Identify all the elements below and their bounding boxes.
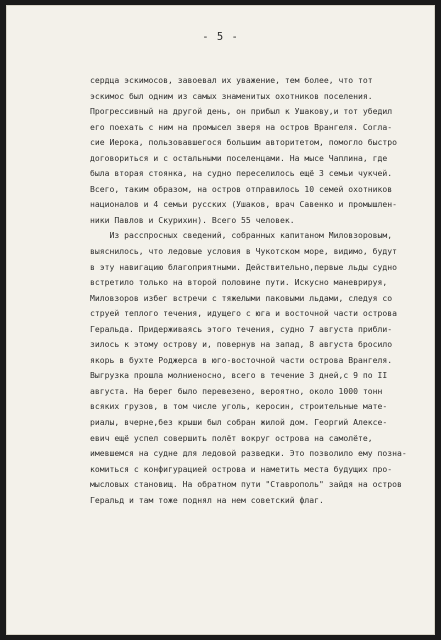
text-line: в эту навигацию благоприятными. Действительно,первые льды судно <box>90 261 397 272</box>
text-line: Геральд и там тоже поднял на нем советский флаг. <box>90 494 324 505</box>
text-line: мысловых становищ. На обратном пути "Ставрополь" зайдя на остров <box>90 479 402 490</box>
text-line: ники Павлов и Скурихин). Всего 55 человек. <box>90 214 295 225</box>
text-line: выяснилось, что ледовые условия в Чукотском море, видимо, будут <box>90 246 397 257</box>
text-line: имевшемся на судне для ледовой разведки. Это позволило ему позна- <box>90 448 407 459</box>
text-line: его поехать с ним на промысел зверя на остров Врангеля. Согла- <box>90 121 393 132</box>
text-line: Всего, таким образом, на остров отправилось 10 семей охотников <box>90 183 393 194</box>
page-number: - 5 - <box>202 31 239 43</box>
text-line: договориться и с остальными поселенцами. На мысе Чаплина, где <box>90 152 388 163</box>
text-line: сердца эскимосов, завоевал их уважение, тем более, что тот <box>90 75 373 85</box>
text-line: Прогрессивный на другой день, он прибыл к Ушакову,и тот убедил <box>90 106 393 117</box>
document-page <box>6 5 435 635</box>
text-line: сие Иерока, пользовавшегося большим авторитетом, помогло быстро <box>90 137 397 148</box>
text-line: встретило только на второй половине пути. Искусно маневрируя, <box>90 277 388 288</box>
text-line: якорь в бухте Роджерса в юго-восточной части острова Врангеля. <box>90 354 393 365</box>
text-line: Выгрузка прошла молниеносно, всего в течение 3 дней,с 9 по II <box>90 370 388 381</box>
body-text <box>90 73 420 508</box>
text-line: евич ещё успел совершить полёт вокруг острова на самолёте, <box>90 432 373 443</box>
text-line: Геральда. Придерживаясь этого течения, судно 7 августа прибли- <box>90 323 393 334</box>
text-line: националов и 4 семьи русских (Ушаков, врач Савенко и промышлен- <box>90 199 397 210</box>
text-line: всяких грузов, в том числе уголь, керосин, строительные мате- <box>90 401 388 412</box>
text-line: риалы, вчерне,без крыши был собран жилой дом. Георгий Алексе- <box>90 417 388 428</box>
text-line: комиться с конфигурацией острова и наметить места будущих про- <box>90 463 393 474</box>
text-line: эскимос был одним из самых знаменитых охотников поселения. <box>90 90 373 101</box>
text-line: августа. На берег было перевезено, вероятно, около 1000 тонн <box>90 385 383 396</box>
text-line: струей теплого течения, идущего с юга и восточной части острова <box>90 308 397 319</box>
text-line: была вторая стоянка, на судно переселилось ещё 3 семьи чукчей. <box>90 168 393 179</box>
text-line: Из расспросных сведений, собранных капитаном Миловзоровым, <box>90 230 393 241</box>
text-line: Миловзоров избег встречи с тяжелыми паковыми льдами, следуя со <box>90 292 393 303</box>
text-line: зилось к этому острову и, повернув на запад, 8 августа бросило <box>90 339 393 350</box>
